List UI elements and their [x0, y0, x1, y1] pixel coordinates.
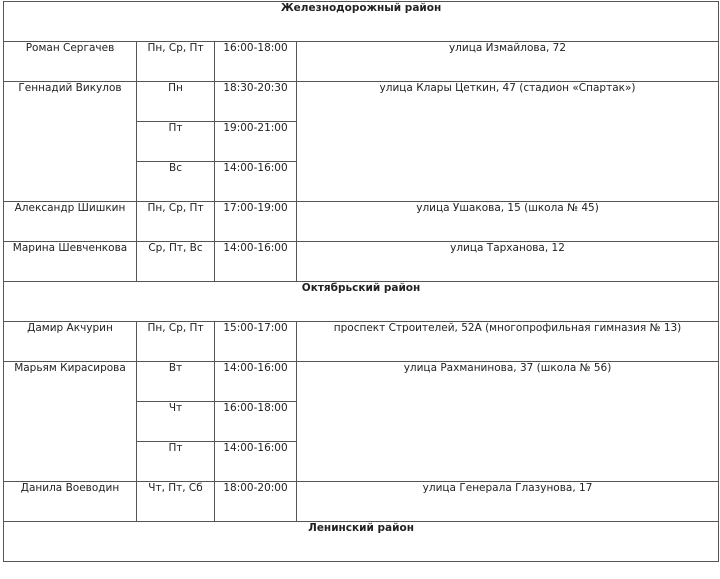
trainer-name: Роман Сергачев — [4, 42, 137, 82]
trainer-name: Марина Шевченкова — [4, 242, 137, 282]
trainer-name: Дамир Акчурин — [4, 322, 137, 362]
training-time: 16:00-18:00 — [215, 42, 297, 82]
training-day: Пн — [137, 82, 215, 122]
training-address: проспект Строителей, 52А (многопрофильная гимназия № 13) — [297, 322, 719, 362]
training-days: Пн, Ср, Пт — [137, 322, 215, 362]
district-heading: Железнодорожный район — [4, 2, 719, 42]
table-row — [4, 322, 719, 362]
table-row — [4, 202, 719, 242]
training-address: улица Рахманинова, 37 (школа № 56) — [297, 362, 719, 482]
training-day: Чт — [137, 402, 215, 442]
table-row — [4, 242, 719, 282]
training-address: улица Генерала Глазунова, 17 — [297, 482, 719, 522]
district-row — [4, 522, 719, 562]
training-time: 17:00-19:00 — [215, 202, 297, 242]
training-time: 18:00-20:00 — [215, 482, 297, 522]
trainer-name: Марьям Кирасирова — [4, 362, 137, 482]
trainer-name: Александр Шишкин — [4, 202, 137, 242]
trainer-name: Данила Воеводин — [4, 482, 137, 522]
district-heading: Октябрьский район — [4, 282, 719, 322]
trainer-name: Геннадий Викулов — [4, 82, 137, 202]
table-row — [4, 42, 719, 82]
training-address: улица Ушакова, 15 (школа № 45) — [297, 202, 719, 242]
training-days: Чт, Пт, Сб — [137, 482, 215, 522]
training-time: 18:30-20:30 — [215, 82, 297, 122]
training-day: Вт — [137, 362, 215, 402]
training-address: улица Тарханова, 12 — [297, 242, 719, 282]
schedule-table — [3, 1, 719, 562]
training-day: Вс — [137, 162, 215, 202]
district-heading: Ленинский район — [4, 522, 719, 562]
training-time: 14:00-16:00 — [215, 162, 297, 202]
table-row — [4, 362, 719, 402]
training-day: Пт — [137, 122, 215, 162]
training-time: 14:00-16:00 — [215, 362, 297, 402]
training-days: Ср, Пт, Вс — [137, 242, 215, 282]
district-row — [4, 2, 719, 42]
training-time: 19:00-21:00 — [215, 122, 297, 162]
table-row — [4, 82, 719, 122]
training-days: Пн, Ср, Пт — [137, 42, 215, 82]
training-days: Пн, Ср, Пт — [137, 202, 215, 242]
training-day: Пт — [137, 442, 215, 482]
training-address: улица Клары Цеткин, 47 (стадион «Спартак») — [297, 82, 719, 202]
training-time: 14:00-16:00 — [215, 242, 297, 282]
training-time: 16:00-18:00 — [215, 402, 297, 442]
training-time: 15:00-17:00 — [215, 322, 297, 362]
training-address: улица Измайлова, 72 — [297, 42, 719, 82]
district-row — [4, 282, 719, 322]
training-time: 14:00-16:00 — [215, 442, 297, 482]
table-row — [4, 482, 719, 522]
